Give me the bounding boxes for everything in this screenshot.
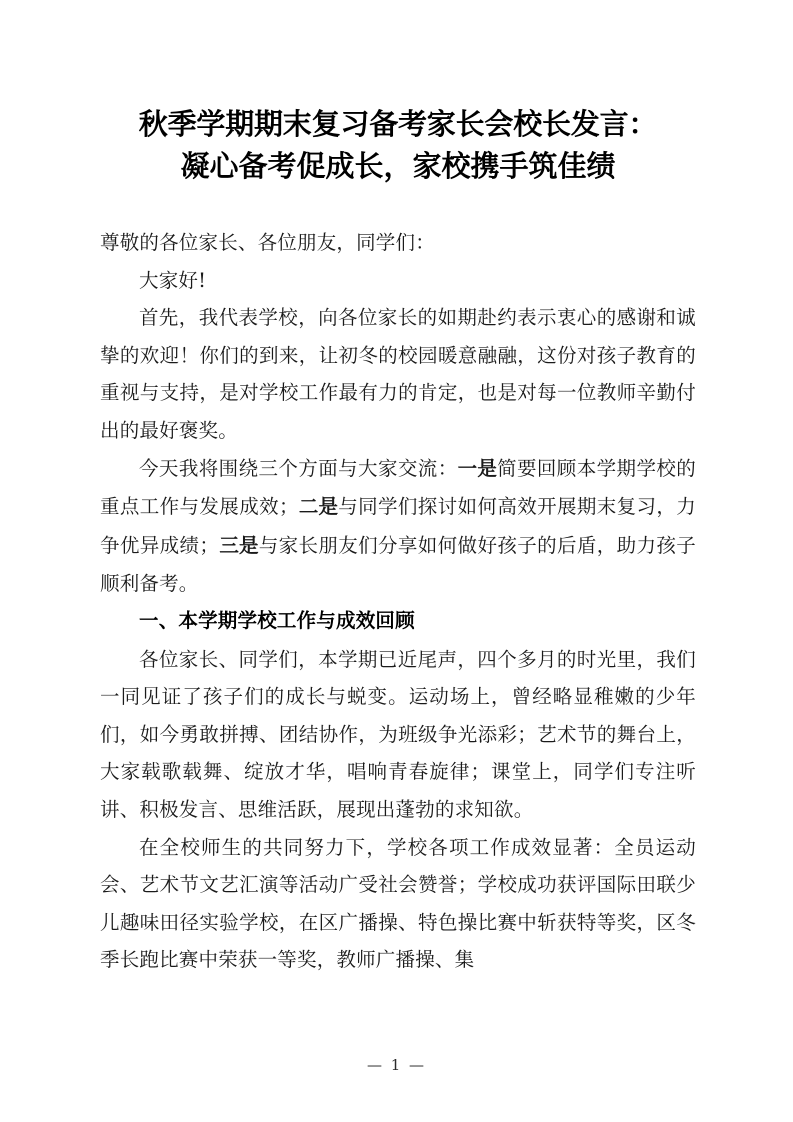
outline-point-1-label: 一是 [457,457,498,480]
outline-point-1-text: 简要回顾本学期学校的重点工作与发展成效； [100,456,696,519]
outline-point-2-label: 二是 [298,496,339,519]
outline-point-2-text: 与同学们探讨如何高效开展期末复习，力争优异成绩； [100,495,696,557]
achievements-paragraph: 在全校师生的共同努力下，学校各项工作成效显著：全员运动会、艺术节文艺汇演等活动广受社会赞誉；学校成功获评国际田联少儿趣味田径实验学校，在区广播操、特色操比赛中斩获特等奖，区冬季长跑比赛中荣获一等奖，教师广播操、集 [100,835,696,972]
document-body [100,224,696,979]
outline-point-3-label: 三是 [219,534,259,557]
growth-paragraph: 各位家长、同学们，本学期已近尾声，四个多月的时光里，我们一同见证了孩子们的成长与蜕变。运动场上，曾经略显稚嫩的少年们，如今勇敢拼搏、团结协作，为班级争光添彩；艺术节的舞台上，大家载歌载舞、绽放才华，唱响青春旋律；课堂上，同学们专注听讲、积极发言、思维活跃，展现出蓬勃的求知欲。 [100,647,696,821]
page-title-line-2: 凝心备考促成长，家校携手筑佳绩 [180,151,616,183]
outline-paragraph [100,450,696,603]
thanks-paragraph: 首先，我代表学校，向各位家长的如期赴约表示衷心的感谢和诚挚的欢迎！你们的到来，让初冬的校园暖意融融，这份对孩子教育的重视与支持，是对学校工作最有力的肯定，也是对每一位教师辛勤付出的最好褒奖。 [100,306,696,442]
page-title [100,0,696,188]
outline-lead: 今天我将围绕三个方面与大家交流： [139,456,458,480]
page-number-footer: — 1 — [366,1056,427,1074]
outline-point-3-text: 与家长朋友们分享如何做好孩子的后盾，助力孩子顺利备考。 [100,533,696,596]
section-heading-1: 一、本学期学校工作与成效回顾 [139,609,415,632]
greeting-paragraph: 大家好! [139,268,207,292]
page-title-line-1: 秋季学期期末复习备考家长会校长发言： [138,109,658,141]
salutation-paragraph: 尊敬的各位家长、各位朋友，同学们： [100,231,435,254]
page-content [100,0,696,979]
